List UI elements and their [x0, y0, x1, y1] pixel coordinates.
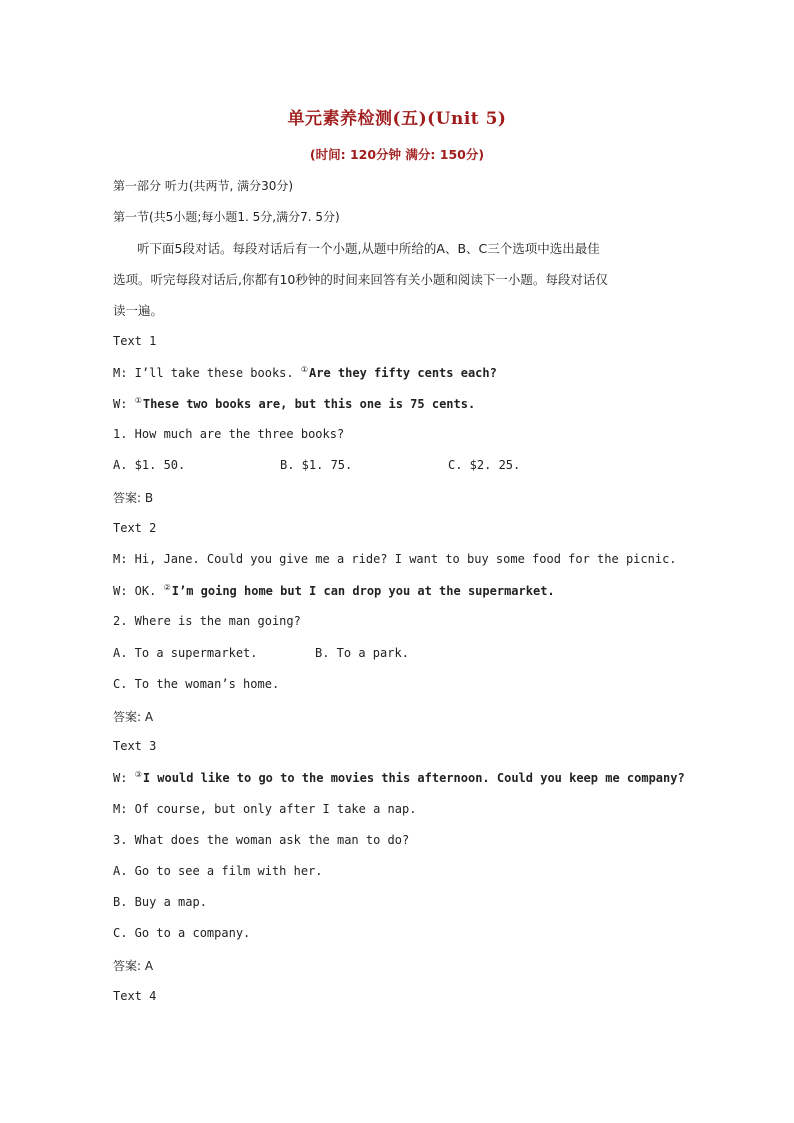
- option-c: C. $2. 25.: [448, 458, 521, 472]
- text-label: Text 4: [113, 989, 157, 1003]
- instructions: [113, 233, 688, 326]
- option-c: C. Go to a company.: [113, 926, 251, 940]
- key-sentence: Are they fifty cents each?: [309, 366, 497, 380]
- question: 3. What does the woman ask the man to do?: [113, 833, 410, 847]
- option-b: B. $1. 75.: [280, 458, 353, 472]
- answer: 答案: A: [113, 959, 154, 973]
- key-sentence: I’m going home but I can drop you at the supermarket.: [171, 584, 555, 598]
- dialogue-line: [113, 583, 555, 598]
- option-b: B. Buy a map.: [113, 895, 207, 909]
- question: 1. How much are the three books?: [113, 427, 345, 441]
- footnote-marker: ③: [134, 770, 142, 779]
- speaker-text: M: Of course, but only after I take a nap.: [113, 802, 417, 816]
- instructions-line-2: 选项。听完每段对话后,你都有10秒钟的时间来回答有关小题和阅读下一小题。每段对话仅: [113, 272, 608, 287]
- option-c: C. To the woman’s home.: [113, 677, 280, 691]
- dialogue-line: [113, 802, 416, 816]
- speaker-text: W:: [113, 397, 135, 411]
- key-sentence: I would like to go to the movies this afternoon. Could you keep me company?: [142, 771, 685, 785]
- dialogue-line: [113, 552, 677, 566]
- page-title: 单元素养检测(五)(Unit 5): [287, 109, 507, 129]
- answer: 答案: A: [113, 710, 154, 724]
- instructions-line-1: 听下面5段对话。每段对话后有一个小题,从题中所给的A、B、C三个选项中选出最佳: [137, 241, 600, 256]
- speaker-text: M: Hi, Jane. Could you give me a ride? I want to buy some food for the picnic.: [113, 552, 677, 566]
- text-label: Text 3: [113, 739, 157, 753]
- text-label: Text 2: [113, 521, 157, 535]
- option-a: A. $1. 50.: [113, 458, 186, 472]
- question: 2. Where is the man going?: [113, 614, 301, 628]
- dialogue-line: [113, 770, 685, 785]
- option-a: A. To a supermarket.: [113, 646, 258, 660]
- footnote-marker: ①: [300, 365, 309, 374]
- key-sentence: These two books are, but this one is 75 cents.: [142, 397, 476, 411]
- answer: 答案: B: [113, 491, 154, 505]
- dialogue-line: [113, 396, 475, 411]
- dialogue-line: [113, 365, 497, 380]
- part-heading: 第一部分 听力(共两节, 满分30分): [113, 179, 294, 193]
- speaker-text: W: OK.: [113, 584, 164, 598]
- section-heading: 第一节(共5小题;每小题1. 5分,满分7. 5分): [113, 210, 340, 224]
- footnote-marker: ①: [134, 396, 142, 405]
- speaker-text: M: I’ll take these books.: [113, 366, 301, 380]
- instructions-line-3: 读一遍。: [113, 303, 164, 318]
- option-b: B. To a park.: [315, 646, 409, 660]
- option-a: A. Go to see a film with her.: [113, 864, 323, 878]
- speaker-text: W:: [113, 771, 135, 785]
- footnote-marker: ②: [163, 583, 171, 592]
- text-label: Text 1: [113, 334, 157, 348]
- exam-time-score: (时间: 120分钟 满分: 150分): [309, 147, 485, 162]
